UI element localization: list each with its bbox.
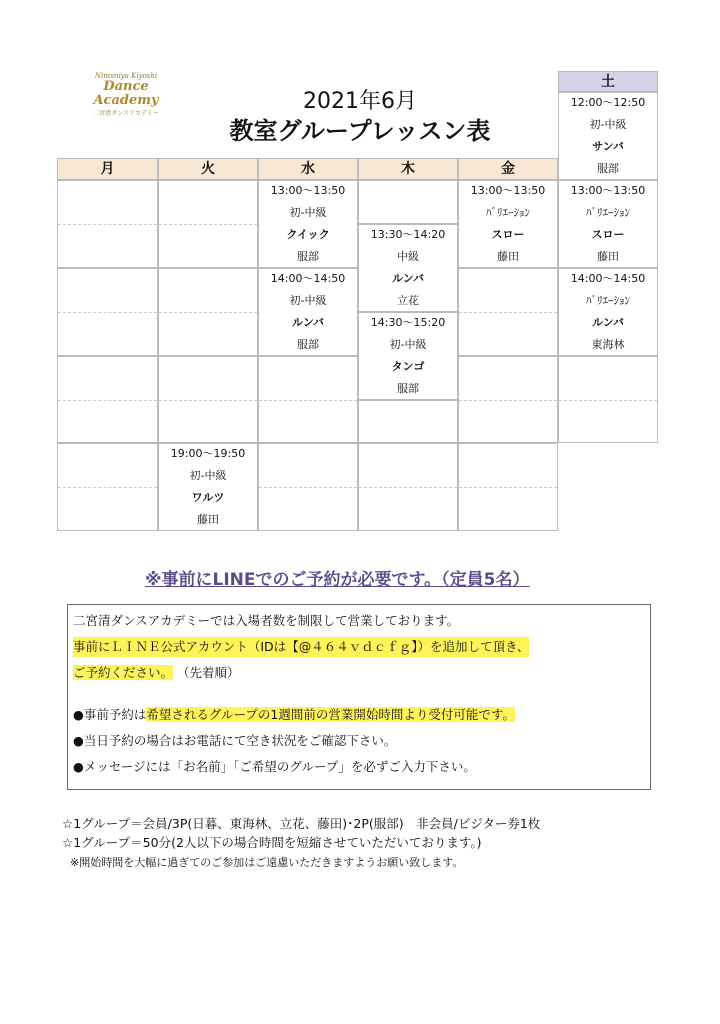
info-line-5: ●当日予約の場合はお電話にて空き状況をご確認下さい。 (73, 733, 397, 748)
lesson-instructor: 服部 (597, 162, 619, 175)
info-line-3 (73, 663, 240, 683)
info-line-1: 二宮清ダンスアカデミーでは入場者数を制限して営業しております。 (73, 613, 460, 628)
info-line-3-note: （先着順） (177, 665, 240, 680)
lesson-level: ﾊﾞﾘｴｰｼｮﾝ (586, 206, 630, 219)
lesson-dance: ルンバ (592, 316, 624, 329)
lesson-instructor: 藤田 (597, 250, 619, 263)
lesson-level: 初-中級 (589, 118, 627, 131)
info-line-6: ●メッセージには「お名前」「ご希望のグループ」を必ずご入力下さい。 (73, 759, 476, 774)
logo-line-1: Ninomiya Kiyoshi (94, 72, 158, 80)
day-header-tue: 火 (158, 158, 258, 180)
lesson-level: 初-中級 (189, 469, 227, 482)
lesson-time: 14:00～14:50 (570, 272, 646, 285)
day-header-thu: 木 (358, 158, 458, 180)
footer-note-3: ※開始時間を大幅に過ぎてのご参加はご遠慮いただきますようお願い致します。 (70, 856, 464, 869)
academy-logo (80, 72, 172, 117)
lesson-time: 14:30～15:20 (370, 316, 446, 329)
lesson-dance: ワルツ (191, 491, 225, 504)
lesson-dance: クイック (286, 228, 330, 241)
slot-thu-1300 (358, 180, 458, 224)
lesson-instructor: 服部 (297, 250, 319, 263)
lesson-level: ﾊﾞﾘｴｰｼｮﾝ (486, 206, 530, 219)
reservation-notice-title: ※事前にLINEでのご予約が必要です。（定員5名） (145, 570, 530, 590)
lesson-time: 12:00～12:50 (570, 96, 646, 109)
lesson-dance: ルンバ (292, 316, 324, 329)
lesson-instructor: 東海林 (591, 338, 625, 351)
info-line-2: 事前にＬＩＮＥ公式アカウント（IDは【@４６４ｖｄｃｆｇ】）を追加して頂き、 (73, 637, 529, 657)
reservation-info-box (67, 604, 651, 790)
lesson-instructor: 立花 (397, 294, 419, 307)
info-line-4 (73, 705, 515, 725)
logo-line-2: Dance Academy (93, 79, 159, 108)
lesson-dance: タンゴ (391, 360, 425, 373)
lesson-instructor: 藤田 (197, 513, 219, 526)
slot-thu-1530 (358, 400, 458, 443)
lesson-time: 13:00～13:50 (270, 184, 346, 197)
lesson-dance: サンバ (592, 140, 624, 153)
lesson-dance: スロー (591, 228, 625, 241)
lesson-level: 初-中級 (289, 294, 327, 307)
lesson-instructor: 藤田 (497, 250, 519, 263)
lesson-instructor: 服部 (397, 382, 419, 395)
day-header-fri: 金 (458, 158, 558, 180)
info-line-3-highlight: ご予約ください。 (73, 665, 174, 680)
lesson-time: 13:00～13:50 (470, 184, 546, 197)
lesson-time: 14:00～14:50 (270, 272, 346, 285)
lesson-dance: スロー (491, 228, 525, 241)
lesson-level: 初-中級 (289, 206, 327, 219)
day-header-sat: 土 (558, 71, 658, 92)
schedule-title: 教室グループレッスン表 (229, 117, 491, 145)
footer-note-2: ☆1グループ＝50分(2人以下の場合時間を短縮させていただいております。) (62, 835, 482, 850)
lesson-instructor: 服部 (297, 338, 319, 351)
lesson-level: 中級 (397, 250, 419, 263)
lesson-dance: ルンバ (392, 272, 424, 285)
schedule-month: 2021年6月 (303, 89, 417, 114)
lesson-level: ﾊﾞﾘｴｰｼｮﾝ (586, 294, 630, 307)
lesson-time: 13:30～14:20 (370, 228, 446, 241)
lesson-time: 19:00～19:50 (170, 447, 246, 460)
info-line-4-highlight: 希望されるグループの1週間前の営業開始時間より受付可能です。 (146, 707, 515, 722)
info-line-4-prefix: ●事前予約は (73, 707, 147, 722)
day-header-mon: 月 (57, 158, 158, 180)
footer-note-1: ☆1グループ＝会員/3P(日暮、東海林、立花、藤田)･2P(服部) 非会員/ビジター券1枚 (62, 816, 541, 831)
lesson-level: 初-中級 (389, 338, 427, 351)
lesson-time: 13:00～13:50 (570, 184, 646, 197)
day-header-wed: 水 (258, 158, 358, 180)
logo-line-3: 二宮清ダンスアカデミー (93, 110, 159, 117)
